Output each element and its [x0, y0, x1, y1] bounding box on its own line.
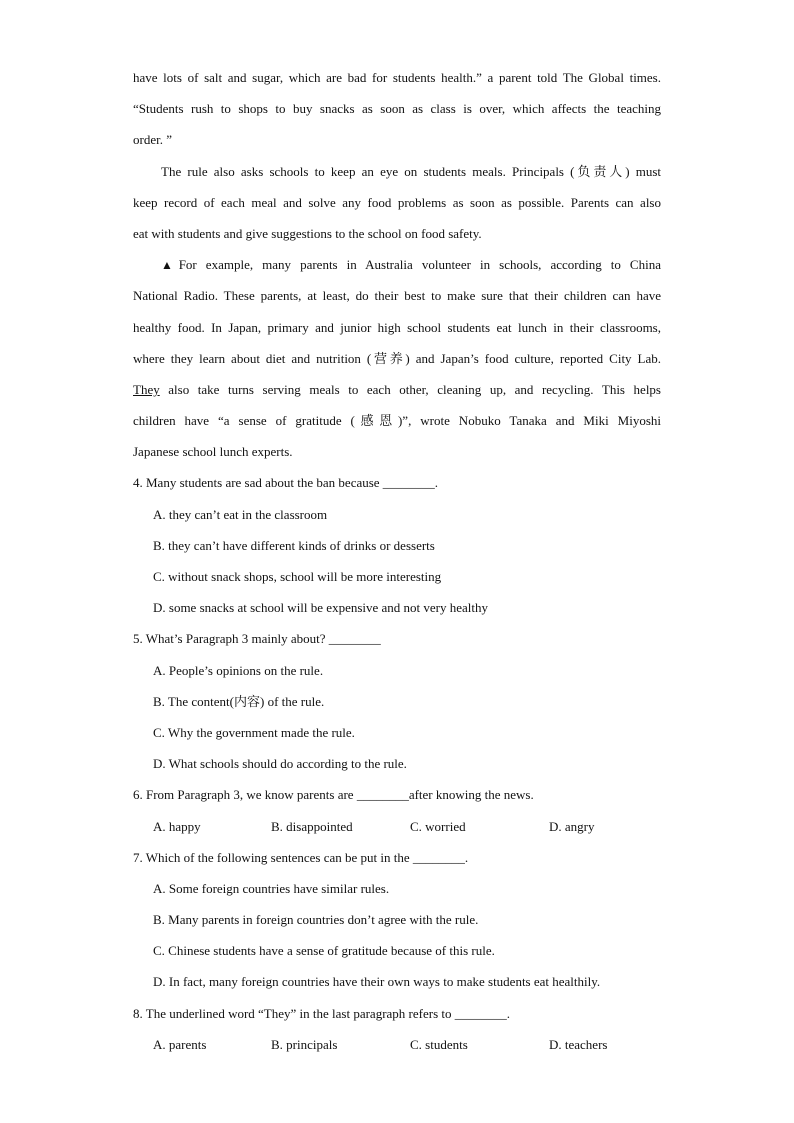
underlined-word-they: They [133, 381, 160, 397]
question-stem: 4. Many students are sad about the ban because ________. [133, 475, 439, 491]
passage-line: children have “a sense of gratitude (感恩)”, wrote Nobuko Tanaka and Miki Miyoshi [133, 413, 661, 429]
answer-option: B. disappointed [271, 818, 353, 834]
answer-option: A. they can’t eat in the classroom [153, 506, 328, 522]
answer-option: D. teachers [549, 1036, 608, 1052]
passage-line: eat with students and give suggestions to the school on food safety. [133, 225, 482, 241]
passage-line: order. ” [133, 132, 172, 148]
passage-text: also take turns serving meals to each other, cleaning up, and recycling. This helps [159, 381, 661, 397]
passage-text: For example, many parents in Australia volunteer in schools, according to China [178, 257, 661, 273]
answer-option: B. they can’t have different kinds of drinks or desserts [153, 537, 435, 553]
question-stem: 7. Which of the following sentences can be put in the ________. [133, 849, 469, 865]
passage-line: healthy food. In Japan, primary and junior high school students eat lunch in their classrooms, [133, 319, 661, 335]
answer-option: B. principals [271, 1036, 338, 1052]
passage-line: have lots of salt and sugar, which are bad for students health.” a parent told The Global times. [133, 70, 661, 85]
question-stem: 5. What’s Paragraph 3 mainly about? ________ [133, 631, 381, 647]
answer-option: C. without snack shops, school will be more interesting [153, 569, 442, 584]
answer-option: C. Chinese students have a sense of gratitude because of this rule. [153, 943, 495, 959]
answer-option: B. Many parents in foreign countries don’t agree with the rule. [153, 912, 479, 928]
answer-option: A. Some foreign countries have similar rules. [153, 880, 390, 896]
passage-line [133, 374, 661, 405]
passage-line: “Students rush to shops to buy snacks as soon as class is over, which affects the teaching [133, 101, 661, 117]
passage-line: National Radio. These parents, at least, do their best to make sure that their children can have [133, 288, 661, 304]
answer-option: C. Why the government made the rule. [153, 724, 355, 740]
passage-line [133, 249, 661, 280]
question-stem: 8. The underlined word “They” in the last paragraph refers to ________. [133, 1005, 510, 1021]
passage-line: The rule also asks schools to keep an eye on students meals. Principals (负责人) must [161, 163, 661, 179]
blank-marker-triangle: ▲ [161, 258, 179, 273]
answer-option: C. students [410, 1036, 468, 1052]
answer-option: B. The content(内容) of the rule. [153, 693, 325, 709]
question-stem: 6. From Paragraph 3, we know parents are ________after knowing the news. [133, 787, 534, 803]
answer-option: D. In fact, many foreign countries have their own ways to make students eat healthily. [153, 974, 601, 990]
passage-line: where they learn about diet and nutrition (营养) and Japan’s food culture, reported City Lab. [133, 350, 661, 366]
answer-option: A. parents [153, 1036, 207, 1052]
answer-options-row [133, 811, 661, 842]
answer-option: D. some snacks at school will be expensive and not very healthy [153, 600, 489, 616]
answer-option: A. People’s opinions on the rule. [153, 662, 324, 678]
answer-option: C. worried [410, 818, 466, 834]
passage-line: keep record of each meal and solve any food problems as soon as possible. Parents can also [133, 194, 661, 210]
answer-option: D. angry [549, 818, 595, 834]
answer-option: D. What schools should do according to the rule. [153, 756, 407, 772]
answer-options-row [133, 1029, 661, 1060]
passage-line: Japanese school lunch experts. [133, 444, 293, 460]
answer-option: A. happy [153, 818, 201, 834]
document-page [133, 62, 661, 1060]
